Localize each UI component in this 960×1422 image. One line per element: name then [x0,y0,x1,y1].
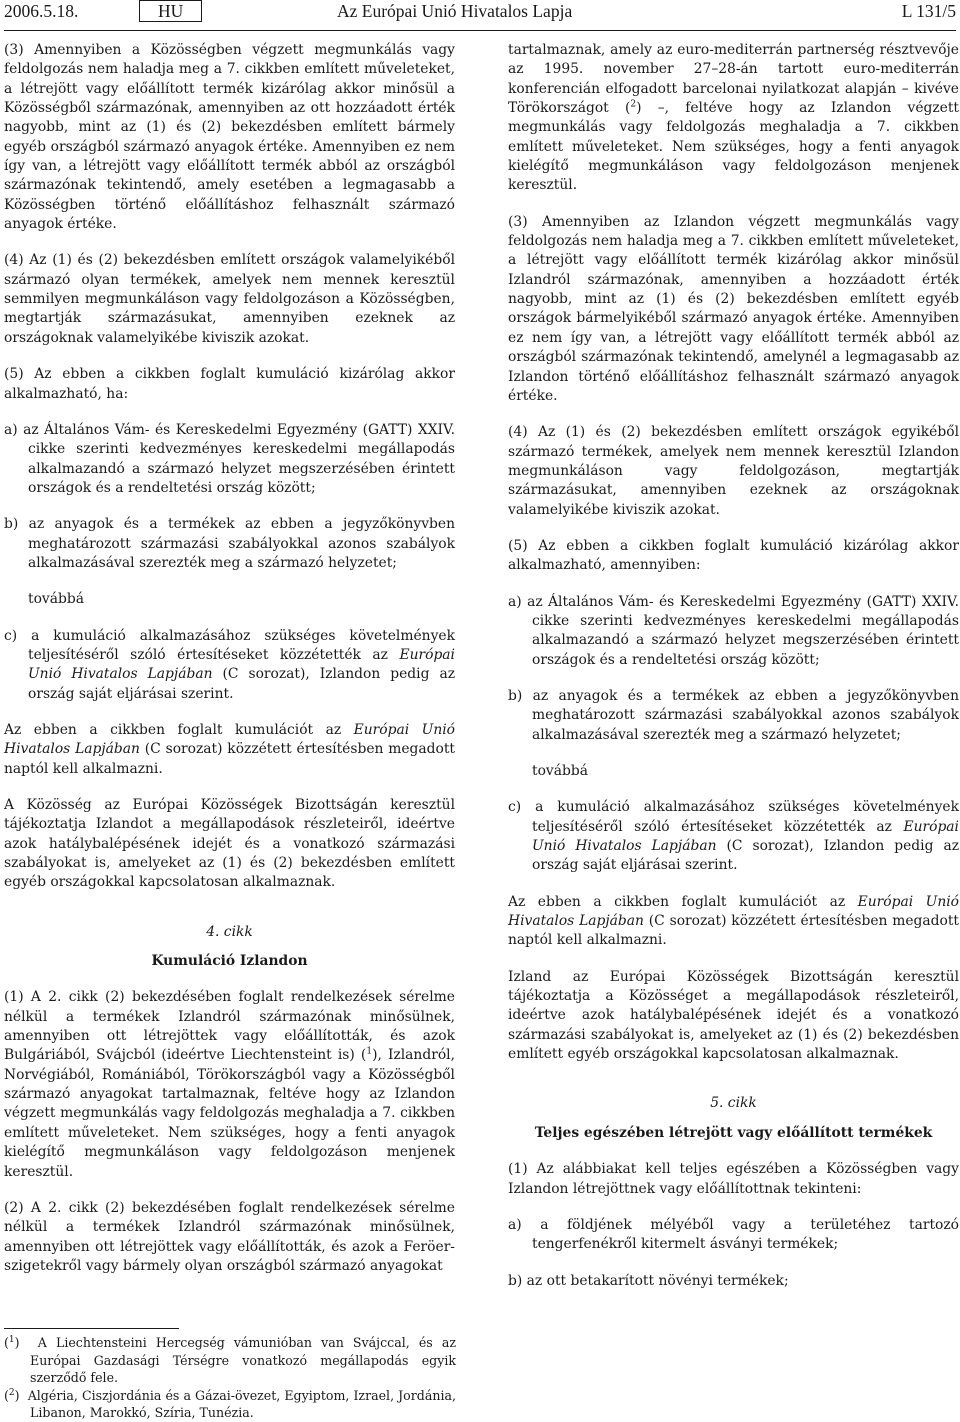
footnote: ($^2$) Algéria, Ciszjordánia és a Gázai-övezet, Egyiptom, Izrael, Jordánia, Libanon, Marokkó, Szíria, Tunézia. [4,1387,457,1420]
text: ), Izlandról, Norvégiából, Romániából, Törökországból vagy a Közösségből származó anyagokat tartalmaznak, feltéve hogy az Izlandon végzett megmunkálás vagy feldolgozás meghaladja a 7. cikkben említett műveleteket. Nem szükséges, hogy a fenti anyagok kielégítő megmunkáláson vagy feldolgozáson menjenek keresztül. [4,1047,455,1180]
text: Az ebben a cikkben foglalt kumulációt az [4,721,354,738]
footnote-text: Algéria, Ciszjordánia és a Gázai-övezet, Egyiptom, Izrael, Jordánia, Libanon, Marokkó, Szíria, Tunézia. [27,1387,457,1420]
list-item: a) a földjének mélyéből vagy a területéhez tartozó tengerfenékről kitermelt ásványi termékek; [508,1216,959,1253]
footnote: ($^1$) A Liechtensteini Hercegség vámunióban van Svájccal, és az Európai Gazdasági Térségre vonatkozó megállapodás egyik szerződő fele. [4,1334,456,1385]
list-item: b) az anyagok és a termékek az ebben a jegyzőkönyvben meghatározott származási szabályokkal azonos szabályok alkalmazásával szerezték meg a származó helyzetet; [4,516,455,571]
conjunction: továbbá [28,591,84,608]
paragraph: A Közösség az Európai Közösségek Bizottságán keresztül tájékoztatja Izlandot a megállapodások részleteiről, ideértve azok hatálybalépésének idejét és a vonatkozó származási szabályokat is, amelyeket az (1) és (2) bekezdésben említett egyéb országokkal kapcsolatosan alkalmaznak. [4,797,455,891]
list-item: a) az Általános Vám- és Kereskedelmi Egyezmény (GATT) XXIV. cikke szerinti kedvezményes kereskedelmi megállapodás alkalmazandó a származó helyzet megszerzésében érintett országok és a rendeltetési ország között; [508,593,959,668]
list-item: a) az Általános Vám- és Kereskedelmi Egyezmény (GATT) XXIV. cikke szerinti kedvezményes kereskedelmi megállapodás alkalmazandó a származó helyzet megszerzésében érintett országok és a rendeltetési ország között; [4,421,455,496]
paragraph: (2) A 2. cikk (2) bekezdésében foglalt rendelkezések sérelme nélkül a termékek Izlandról származónak minősülnek, amennyiben ott létrejöttek vagy előállították, és azok a Feröer-szigetekről vagy bármely olyan országból származó anyagokat [4,1199,455,1274]
text: (C sorozat), Izlandon pedig az ország saját eljárásai szerint. [532,838,959,874]
journal-reference: Európai Unió Hivatalos Lapjában [532,818,959,855]
footnote-mark: 2 [8,1387,15,1398]
text: (1) A 2. cikk (2) bekezdésében foglalt rendelkezések sérelme nélkül a termékek Izlandról származónak minősülnek, amennyiben ott létrejöttek vagy előállították, és azok Bulgáriából, Svájcból (ideértve Liechtensteint is) ( [4,989,455,1064]
right-column [508,41,959,1308]
text: (C sorozat) közzétett értesítésben megadott naptól kell alkalmazni. [508,913,959,949]
journal-reference: Európai Unió Hivatalos Lapjában [4,721,456,758]
footnote-text: A Liechtensteini Hercegség vámunióban van Svájccal, és az Európai Gazdasági Térségre vonatkozó megállapodás egyik szerződő fele. [30,1335,456,1385]
paragraph [508,41,959,196]
text: tartalmaznak, amely az euro-mediterrán partnerség résztvevője az 1995. november 27–28-án tartott euro-mediterrán konferencián elfogadott barcelonai nyilatkozat alapján – kivéve Törökországot ( [508,42,959,117]
article-number: 5. cikk [710,1095,757,1112]
paragraph: (5) Az ebben a cikkben foglalt kumuláció kizárólag akkor alkalmazható, ha: [4,366,455,402]
journal-title: Az Európai Unió Hivatalos Lapja [337,1,573,21]
article-title: Kumuláció Izlandon [151,953,308,970]
article-title: Teljes egészében létrejött vagy előállított termékek [534,1124,933,1141]
paragraph: (4) Az (1) és (2) bekezdésben említett országok egyikéből származó termékek, amelyek nem mennek keresztül Izlandon megmunkáláson vagy feldolgozáson, megtartják származásukat, amennyiben ezeknek az országoknak valamelyikébe kiviszik azokat. [508,424,959,518]
paragraph: (3) Amennyiben az Izlandon végzett megmunkálás vagy feldolgozás nem haladja meg a 7. cikkben említett műveleteket, a létrejött vagy előállított termék kizárólag akkor minősül Izlandról származónak, amennyiben a hozzáadott érték nagyobb, mint az (1) és (2) bekezdésben említett egyéb országok bármelyikéből származó anyagok értéke. Amennyiben ez nem így van, a létrejött vagy előállított termék abból az országból származónak tekintendő, amelynél a legmagasabb az Izlandon történő előállításhoz felhasznált származó anyagok értéke. [508,213,959,404]
text: c) a kumuláció alkalmazásához szükséges követelmények teljesítéséről szóló értesítéseket közzétették az [508,799,959,835]
list-item: b) az ott betakarított növényi termékek; [508,1272,789,1289]
text: c) a kumuláció alkalmazásához szükséges követelmények teljesítéséről szóló értesítéseket közzétették az [4,627,455,663]
paragraph [4,988,455,1181]
paragraph: (5) Az ebben a cikkben foglalt kumuláció kizárólag akkor alkalmazható, amennyiben: [508,537,959,574]
journal-header [4,0,956,31]
article-number: 4. cikk [206,923,253,940]
paragraph [4,721,455,779]
paragraph: (4) Az (1) és (2) bekezdésben említett országok valamelyikéből származó olyan termékek, amelyek nem mennek keresztül semmilyen megmunkáláson vagy feldolgozáson a Közösségben, megtartják származásukat, amennyiben ezeknek az országoknak valamelyikébe kiviszik azokat. [4,252,455,346]
paragraph: (3) Amennyiben a Közösségben végzett megmunkálás vagy feldolgozás nem haladja meg a 7. cikkben említett műveleteket, a létrejött vagy előállított termék kizárólag akkor minősül a Közösségből származónak, amennyiben az ott hozzáadott érték nagyobb, mint az (1) és (2) bekezdésben említett bármely egyéb országból származó anyagok értéke. Amennyiben ez nem így van, a létrejött vagy előállított termék abból az országból származónak tekintendő, amely esetében a legmagasabb a Közösségben történő előállításhoz felhasznált származó anyagok értéke. [4,42,455,233]
journal-reference: Európai Unió Hivatalos Lapjában [28,646,455,683]
paragraph: Izland az Európai Közösségek Bizottságán keresztül tájékoztatja a Közösséget a megállapodások részleteiről, ideértve azok hatálybalépésének idejét és a vonatkozó származási szabályokat is, amelyeket az (1) és (2) bekezdésben említett egyéb országokkal kapcsolatosan alkalmaznak. [508,968,959,1063]
paragraph [508,893,959,951]
header-date: 2006.5.18. [4,1,79,21]
list-item [4,627,455,704]
footnote-mark: 1 [8,1334,15,1345]
conjunction: továbbá [532,763,588,779]
language-badge: HU [139,0,202,22]
footnotes [4,1328,456,1422]
paragraph: (1) Az alábbiakat kell teljes egészében a Közösségben vagy Izlandon létrejöttnek vagy előállítottnak tekinteni: [508,1161,959,1197]
text: (C sorozat) közzétett értesítésben megadott naptól kell alkalmazni. [4,741,455,777]
page-number: L 131/5 [901,1,956,21]
text: Az ebben a cikkben foglalt kumulációt az [508,893,858,910]
list-item [508,798,959,875]
journal-reference: Európai Unió Hivatalos Lapjában [508,893,960,930]
text: ) –, feltéve hogy az Izlandon végzett megmunkálás vagy feldolgozás meghaladja a 7. cikkben említett műveleteket. Nem szükséges, hogy a fenti anyagok kielégítő megmunkáláson vagy feldolgozáson menjenek keresztül. [508,100,959,194]
list-item: b) az anyagok és a termékek az ebben a jegyzőkönyvben meghatározott származási szabályokkal azonos szabályok alkalmazásával szerezték meg a származó helyzetet; [508,687,959,743]
footnote-ref[interactable]: 1 [366,1046,373,1057]
left-column [4,41,455,1293]
footnote-ref[interactable]: 2 [630,99,637,110]
text: (C sorozat), Izlandon pedig az ország saját eljárásai szerint. [28,666,455,702]
